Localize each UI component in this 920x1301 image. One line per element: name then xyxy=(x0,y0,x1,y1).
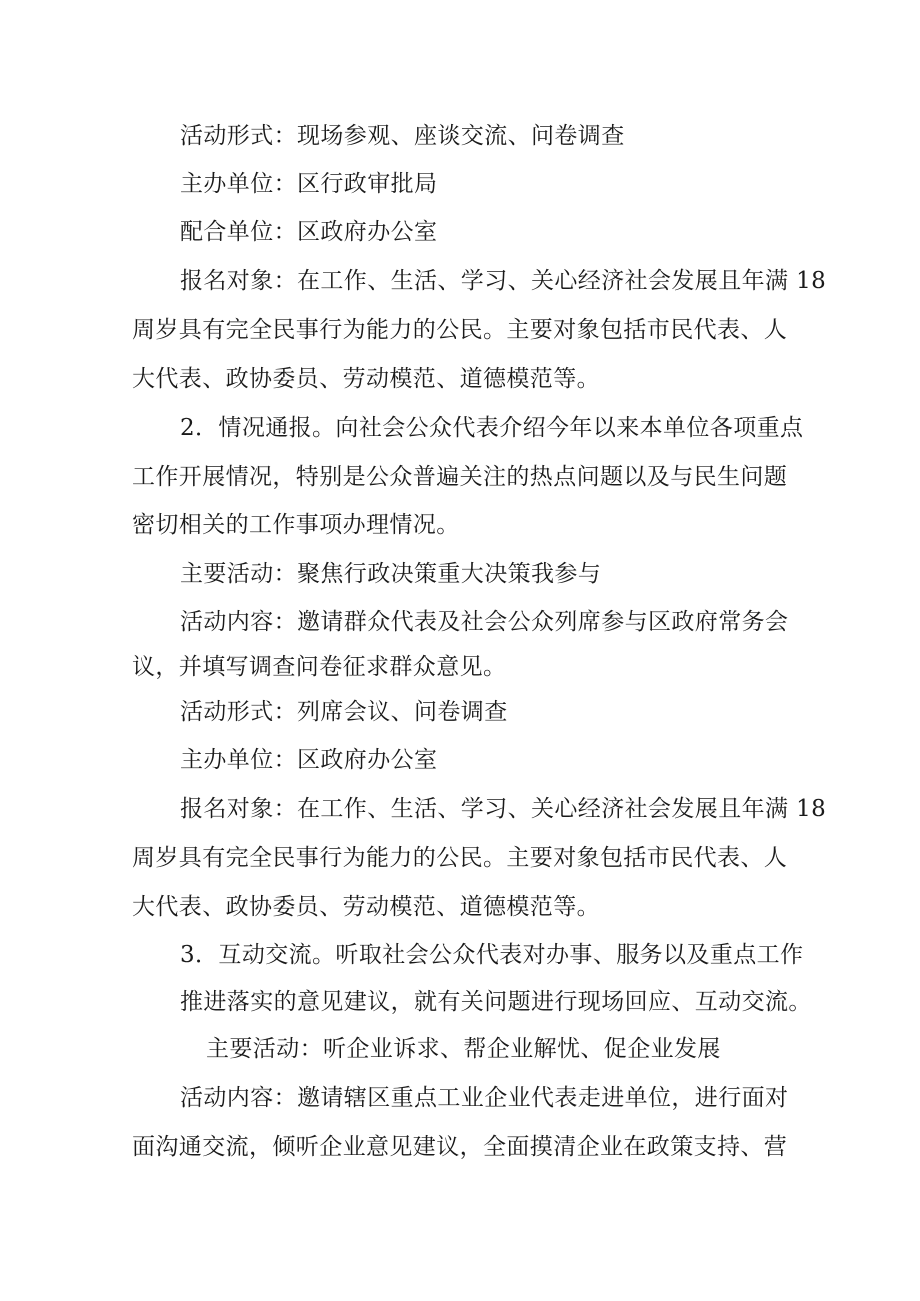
paragraph-line: 2．情况通报。向社会公众代表介绍今年以来本单位各项重点 xyxy=(180,415,804,441)
paragraph-line: 报名对象：在工作、生活、学习、关心经济社会发展且年满 18 xyxy=(180,268,827,294)
paragraph-line: 活动形式：列席会议、问卷调查 xyxy=(180,699,508,725)
paragraph-line: 活动内容：邀请群众代表及社会公众列席参与区政府常务会 xyxy=(180,609,789,635)
paragraph-line: 主要活动：听企业诉求、帮企业解忧、促企业发展 xyxy=(206,1036,721,1062)
paragraph-line: 工作开展情况，特别是公众普遍关注的热点问题以及与民生问题 xyxy=(132,464,788,490)
paragraph-line: 主办单位：区行政审批局 xyxy=(180,171,438,197)
paragraph-line: 面沟通交流，倾听企业意见建议，全面摸清企业在政策支持、营 xyxy=(132,1134,788,1160)
paragraph-line: 活动内容：邀请辖区重点工业企业代表走进单位，进行面对 xyxy=(180,1085,789,1111)
paragraph-line: 大代表、政协委员、劳动模范、道德模范等。 xyxy=(132,894,600,920)
paragraph-line: 配合单位：区政府办公室 xyxy=(180,219,438,245)
paragraph-line: 密切相关的工作事项办理情况。 xyxy=(132,512,460,538)
paragraph-line: 报名对象：在工作、生活、学习、关心经济社会发展且年满 18 xyxy=(180,796,827,822)
paragraph-line: 大代表、政协委员、劳动模范、道德模范等。 xyxy=(132,366,600,392)
paragraph-line: 活动形式：现场参观、座谈交流、问卷调查 xyxy=(180,123,625,149)
paragraph-line: 推进落实的意见建议，就有关问题进行现场回应、互动交流。 xyxy=(180,989,812,1015)
paragraph-line: 周岁具有完全民事行为能力的公民。主要对象包括市民代表、人 xyxy=(132,845,788,871)
paragraph-line: 周岁具有完全民事行为能力的公民。主要对象包括市民代表、人 xyxy=(132,317,788,343)
paragraph-line: 主办单位：区政府办公室 xyxy=(180,747,438,773)
paragraph-line: 议，并填写调查问卷征求群众意见。 xyxy=(132,654,507,680)
paragraph-line: 主要活动：聚焦行政决策重大决策我参与 xyxy=(180,561,602,587)
paragraph-line: 3．互动交流。听取社会公众代表对办事、服务以及重点工作 xyxy=(180,942,804,968)
